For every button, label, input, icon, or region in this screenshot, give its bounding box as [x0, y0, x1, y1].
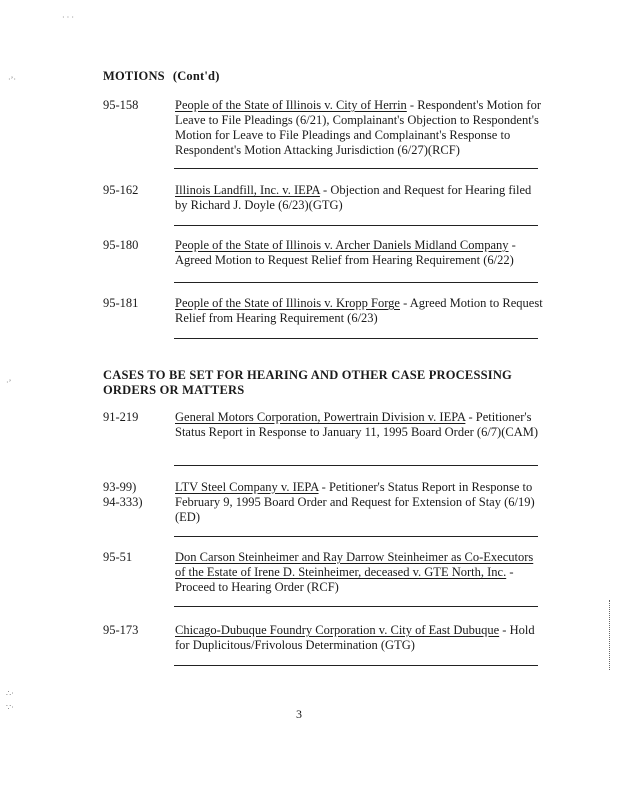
- entry-text: - Objection and Request for Hearing filed by Richard J. Doyle (6/23)(GTG): [175, 183, 532, 212]
- docket-description: [175, 183, 545, 213]
- motions-heading-contd: (Cont'd): [172, 69, 220, 83]
- case-name: Don Carson Steinheimer and Ray Darrow Steinheimer as Co-Executors of the Estate of Irene D. Steinheimer, deceased v. GTE North, Inc.: [175, 550, 534, 579]
- signature-line: [174, 168, 538, 169]
- docket-number: 95-158: [103, 98, 139, 112]
- scan-edge-mark: [609, 600, 610, 670]
- case-name: LTV Steel Company v. IEPA: [175, 480, 319, 494]
- entry-text: - Petitioner's Status Report in Response to February 9, 1995 Board Order and Request for Extension of Stay (6/19)(ED): [175, 480, 535, 524]
- motions-heading: [103, 69, 220, 84]
- docket-description: [175, 238, 545, 268]
- docket-number: 95-180: [103, 238, 139, 252]
- signature-line: [174, 606, 538, 607]
- docket-description: [175, 98, 545, 158]
- entry-text: - Agreed Motion to Request Relief from Hearing Requirement (6/22): [175, 238, 516, 267]
- hearing-heading: [103, 368, 512, 398]
- case-name: General Motors Corporation, Powertrain Division v. IEPA: [175, 410, 466, 424]
- scan-speck: ·’: [6, 378, 12, 387]
- signature-line: [174, 338, 538, 339]
- docket-number: 95-162: [103, 183, 139, 197]
- scan-speck: · · ·: [62, 13, 74, 22]
- docket-number: 91-219: [103, 410, 139, 424]
- entry-text: - Agreed Motion to Request Relief from Hearing Requirement (6/23): [175, 296, 543, 325]
- signature-line: [174, 282, 538, 283]
- signature-line: [174, 536, 538, 537]
- docket-number: 94-333): [103, 495, 143, 509]
- signature-line: [174, 665, 538, 666]
- hearing-heading-line1: CASES TO BE SET FOR HEARING AND OTHER CASE PROCESSING: [103, 368, 512, 382]
- docket-description: [175, 623, 545, 653]
- docket-description: [175, 550, 545, 595]
- docket-number: 95-51: [103, 550, 133, 564]
- docket-description: [175, 410, 545, 440]
- docket-number-group: [103, 480, 173, 510]
- case-name: Chicago-Dubuque Foundry Corporation v. City of East Dubuque: [175, 623, 500, 637]
- case-name: People of the State of Illinois v. Archer Daniels Midland Company: [175, 238, 509, 252]
- docket-number: 95-181: [103, 296, 139, 310]
- motions-heading-title: MOTIONS: [103, 69, 165, 83]
- case-name: People of the State of Illinois v. Kropp Forge: [175, 296, 400, 310]
- docket-description: [175, 296, 545, 326]
- entry-text: - Petitioner's Status Report in Response to January 11, 1995 Board Order (6/7)(CAM): [175, 410, 539, 439]
- scan-speck: ∵·: [6, 703, 14, 712]
- entry-text: - Respondent's Motion for Leave to File Pleadings (6/21), Complainant's Objection to Respondent's Motion for Leave to File Pleadings and Complainant's Response to Respondent's Motion Attacking Jurisdiction (6/27)(RCF): [175, 98, 541, 157]
- hearing-heading-line2: ORDERS OR MATTERS: [103, 383, 245, 397]
- docket-description: [175, 480, 545, 525]
- signature-line: [174, 225, 538, 226]
- scan-speck: ∴·: [6, 689, 14, 698]
- case-name: Illinois Landfill, Inc. v. IEPA: [175, 183, 320, 197]
- page-number: 3: [296, 707, 302, 721]
- docket-number: 95-173: [103, 623, 139, 637]
- case-name: People of the State of Illinois v. City of Herrin: [175, 98, 407, 112]
- entry-text: - Hold for Duplicitous/Frivolous Determination (GTG): [175, 623, 535, 652]
- signature-line: [174, 465, 538, 466]
- docket-number: 93-99): [103, 480, 137, 494]
- entry-text: - Proceed to Hearing Order (RCF): [175, 565, 514, 594]
- scan-speck: ·’·: [8, 75, 16, 84]
